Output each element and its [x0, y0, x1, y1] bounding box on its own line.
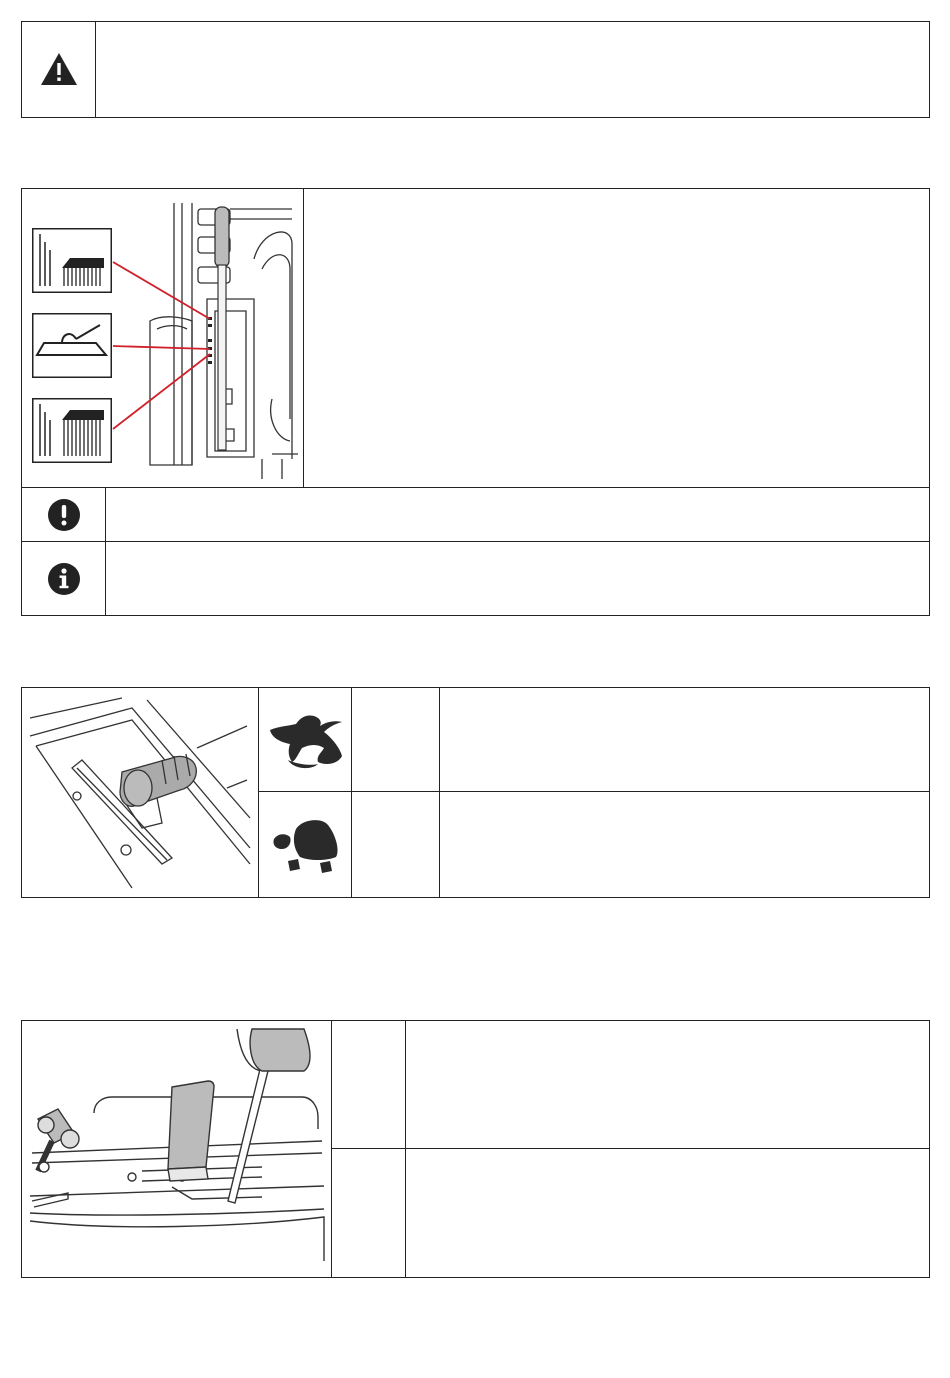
- fast-label: [353, 688, 439, 791]
- release-row-2-description: [407, 1150, 929, 1276]
- info-text: [107, 542, 929, 615]
- release-row-1-description: [407, 1021, 929, 1148]
- fast-description: [441, 688, 929, 791]
- release-row-1-label: [333, 1021, 405, 1148]
- lever-description: [305, 189, 929, 487]
- release-section: [21, 1020, 930, 1278]
- low-cut-height-icon: [32, 228, 112, 293]
- throttle-lever-illustration: [22, 688, 258, 896]
- lever-section: [21, 188, 930, 616]
- warning-triangle-icon: [22, 22, 95, 116]
- warning-box: [21, 21, 930, 118]
- info-circle-icon: [22, 542, 105, 615]
- release-row-2-label: [333, 1150, 405, 1276]
- slow-description: [441, 793, 929, 896]
- release-lever-illustration: [22, 1021, 331, 1276]
- rabbit-fast-icon: [260, 688, 351, 791]
- turtle-slow-icon: [260, 793, 351, 896]
- exclamation-circle-icon: [22, 488, 105, 541]
- transport-position-icon: [32, 313, 112, 378]
- high-cut-height-icon: [32, 398, 112, 463]
- cutting-height-lever-illustration: [22, 189, 303, 487]
- notice-text: [107, 488, 929, 541]
- warning-text: [97, 22, 929, 117]
- throttle-section: [21, 687, 930, 898]
- slow-label: [353, 793, 439, 896]
